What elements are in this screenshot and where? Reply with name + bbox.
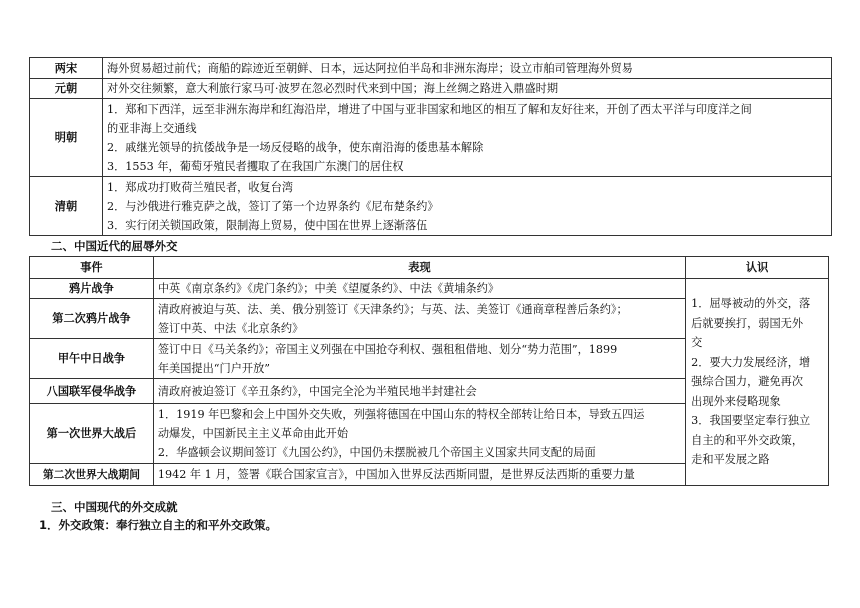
dynasty-name: 元朝 [30, 79, 103, 99]
table-row [30, 177, 832, 236]
detail-line: 2．华盛顿会议期间签订《九国公约》，中国仍未摆脱被几个帝国主义国家共同支配的局面 [157, 446, 596, 459]
insight-line: 自主的和平外交政策， [691, 433, 804, 447]
table-row [30, 79, 832, 99]
table-row [30, 58, 832, 79]
detail-line: 1．1919 年巴黎和会上中国外交失败，列强将德国在中国山东的特权全部转让给日本，导致五四运 [157, 408, 645, 421]
detail-line: 1．郑成功打败荷兰殖民者，收复台湾 [107, 180, 294, 194]
insight-line: 2．要大力发展经济，增 [691, 355, 811, 369]
insight-line: 1．屈辱被动的外交，落 [691, 297, 811, 311]
detail-line: 2．与沙俄进行雅克萨之战，签订了第一个边界条约《尼布楚条约》 [107, 199, 439, 213]
detail-line: 2．戚继光领导的抗倭战争是一场反侵略的战争，使东南沿海的倭患基本解除 [107, 140, 484, 154]
event-name: 鸦片战争 [30, 279, 154, 299]
detail-line: 中英《南京条约》《虎门条约》；中美《望厦条约》、中法《黄埔条约》 [157, 282, 500, 295]
detail-line: 海外贸易超过前代；商船的踪迹近至朝鲜、日本，远达阿拉伯半岛和非洲东海岸；设立市舶司管理海外贸易 [107, 61, 633, 75]
detail-line: 清政府被迫与英、法、美、俄分别签订《天津条约》；与英、法、美签订《通商章程善后条约》； [157, 302, 628, 316]
table-row [30, 279, 829, 299]
event-detail [153, 379, 685, 404]
insight-line: 出现外来侵略现象 [691, 394, 781, 408]
insight-cell [686, 279, 829, 486]
event-name: 甲午中日战争 [30, 339, 154, 379]
modern-humiliation-diplomacy-table [29, 256, 829, 486]
detail-line: 签订中英、中法《北京条约》 [157, 321, 304, 335]
insight-line: 走和平发展之路 [691, 453, 770, 467]
detail-line: 3．实行闭关锁国政策，限制海上贸易，使中国在世界上逐渐落伍 [107, 218, 428, 232]
detail-line: 动爆发，中国新民主主义革命由此开始 [157, 427, 349, 440]
section-item: 1．外交政策：奉行独立自主的和平外交政策。 [39, 518, 277, 532]
section-heading: 二、中国近代的屈辱外交 [51, 239, 178, 253]
event-name: 八国联军侵华战争 [30, 379, 154, 404]
dynasty-name: 明朝 [30, 99, 103, 177]
insight-line: 3．我国要坚定奉行独立 [691, 414, 811, 428]
dynasty-detail [103, 79, 832, 99]
insight-line: 交 [691, 336, 703, 350]
event-name: 第二次鸦片战争 [30, 299, 154, 339]
section-heading: 三、中国现代的外交成就 [51, 500, 178, 514]
dynasty-detail [103, 99, 832, 177]
detail-line: 的亚非海上交通线 [107, 121, 197, 135]
insight-line: 强综合国力，避免再次 [691, 375, 804, 389]
event-name: 第一次世界大战后 [30, 404, 154, 464]
dynasty-name: 两宋 [30, 58, 103, 79]
dynasty-foreign-relations-table [29, 57, 832, 236]
detail-line: 3．1553 年，葡萄牙殖民者攫取了在我国广东澳门的居住权 [107, 159, 404, 173]
table-header-row [30, 257, 829, 279]
detail-line: 年美国提出“门户开放” [157, 361, 270, 375]
column-header: 表现 [153, 257, 685, 279]
column-header: 事件 [30, 257, 154, 279]
event-detail [153, 464, 685, 486]
detail-line: 1．郑和下西洋，远至非洲东海岸和红海沿岸，增进了中国与亚非国家和地区的相互了解和友好往来，开创了西太平洋与印度洋之间 [107, 102, 752, 116]
column-header: 认识 [686, 257, 829, 279]
detail-line: 签订中日《马关条约》；帝国主义列强在中国抢夺利权、强租租借地、划分“势力范围”，1899 [157, 342, 618, 356]
dynasty-detail [103, 58, 832, 79]
event-detail [153, 279, 685, 299]
detail-line: 对外交往频繁，意大利旅行家马可·波罗在忽必烈时代来到中国；海上丝绸之路进入鼎盛时期 [107, 82, 559, 95]
detail-line: 清政府被迫签订《辛丑条约》，中国完全沦为半殖民地半封建社会 [157, 384, 477, 398]
dynasty-name: 清朝 [30, 177, 103, 236]
event-detail [153, 404, 685, 464]
event-name: 第二次世界大战期间 [30, 464, 154, 486]
event-detail [153, 299, 685, 339]
insight-line: 后就要挨打，弱国无外 [691, 316, 804, 330]
detail-line: 1942 年 1 月，签署《联合国家宣言》，中国加入世界反法西斯同盟，是世界反法西斯的重要力量 [157, 468, 635, 481]
table-row [30, 99, 832, 177]
event-detail [153, 339, 685, 379]
dynasty-detail [103, 177, 832, 236]
